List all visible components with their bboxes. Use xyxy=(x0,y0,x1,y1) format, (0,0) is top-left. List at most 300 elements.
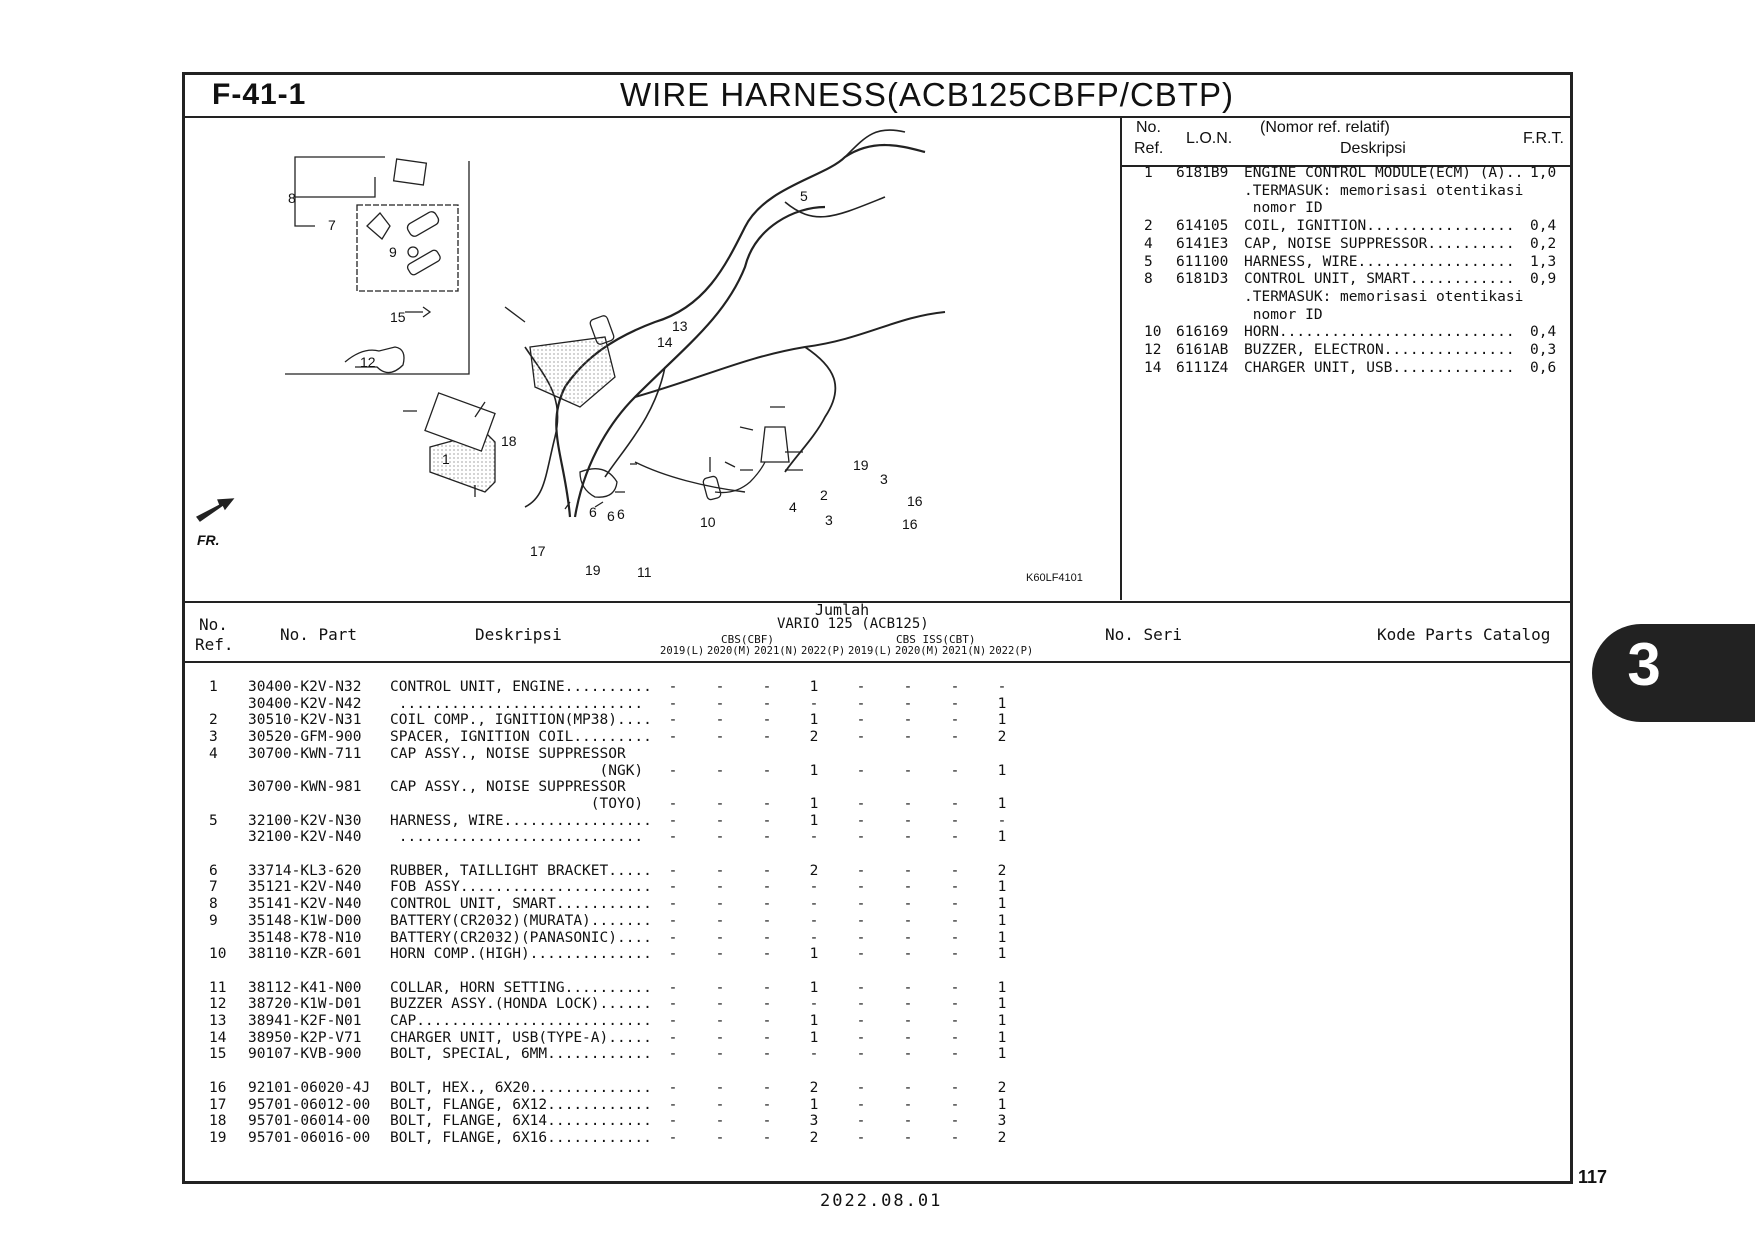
part-quantity: - xyxy=(668,1113,678,1130)
table-row xyxy=(185,779,1085,796)
part-quantity: 1 xyxy=(997,1046,1007,1063)
part-number: 32100-K2V-N30 xyxy=(248,812,362,829)
part-description: CONTROL UNIT, SMART........... xyxy=(390,896,652,913)
frt-lon: 614105 xyxy=(1176,218,1229,235)
part-quantity: - xyxy=(856,695,866,712)
table-row xyxy=(185,696,1085,713)
part-quantity: - xyxy=(715,1029,725,1046)
part-number: 38941-K2F-N01 xyxy=(248,1013,362,1029)
part-number: 30520-GFM-900 xyxy=(248,729,362,746)
frt-ref: 14 xyxy=(1144,359,1162,376)
part-ref: 11 xyxy=(209,979,227,996)
part-quantity: 1 xyxy=(997,929,1007,946)
part-quantity: 1 xyxy=(997,829,1007,846)
part-quantity: - xyxy=(762,979,772,996)
part-quantity: - xyxy=(715,762,725,779)
ignition-coil xyxy=(761,427,789,462)
part-quantity: - xyxy=(856,1113,866,1130)
part-description: RUBBER, TAILLIGHT BRACKET..... xyxy=(390,862,652,879)
part-number: 92101-06020-4J xyxy=(248,1079,371,1096)
part-quantity: 1 xyxy=(809,1096,819,1113)
part-description: FOB ASSY...................... xyxy=(390,879,652,896)
part-description: (NGK) xyxy=(390,762,644,779)
part-ref: 10 xyxy=(209,946,227,963)
part-quantity: - xyxy=(903,1113,913,1130)
part-quantity: - xyxy=(903,862,913,879)
frt-head-no: No. xyxy=(1136,119,1161,136)
svg-text:5: 5 xyxy=(800,188,808,204)
part-number: 38112-K41-N00 xyxy=(248,979,362,996)
part-quantity: - xyxy=(762,896,772,913)
frt-desc: HORN........................... xyxy=(1244,324,1515,341)
frt-desc: BUZZER, ELECTRON............... xyxy=(1244,342,1515,358)
part-quantity: - xyxy=(668,996,678,1013)
part-quantity: - xyxy=(856,762,866,779)
list-head-year: 2022(P) xyxy=(801,645,846,657)
part-quantity: - xyxy=(856,896,866,913)
part-quantity: - xyxy=(809,912,819,929)
part-quantity: - xyxy=(762,1096,772,1113)
frt-value: 0,9 xyxy=(1530,271,1557,288)
part-quantity: 1 xyxy=(997,879,1007,896)
horn xyxy=(580,469,617,498)
part-description: ............................ xyxy=(390,695,644,712)
frt-lon: 6181B9 xyxy=(1176,165,1229,181)
table-row xyxy=(185,813,1085,830)
part-quantity: - xyxy=(762,712,772,729)
frt-desc: COIL, IGNITION................. xyxy=(1244,218,1515,235)
part-ref: 2 xyxy=(209,712,218,729)
part-quantity: - xyxy=(715,679,725,695)
part-description: BUZZER ASSY.(HONDA LOCK)...... xyxy=(390,996,652,1013)
part-description: HORN COMP.(HIGH).............. xyxy=(390,946,652,963)
frt-lon: 6141E3 xyxy=(1176,235,1229,252)
part-number: 30700-KWN-981 xyxy=(248,779,362,796)
frt-value: 1,0 xyxy=(1530,165,1557,181)
svg-text:2: 2 xyxy=(820,487,828,503)
svg-text:16: 16 xyxy=(902,516,918,532)
part-quantity: - xyxy=(950,729,960,746)
part-quantity: - xyxy=(762,812,772,829)
svg-text:14: 14 xyxy=(657,334,673,350)
list-head-year: 2021(N) xyxy=(942,645,987,657)
table-row xyxy=(185,996,1085,1013)
part-quantity: 3 xyxy=(997,1113,1007,1130)
part-quantity: - xyxy=(903,1079,913,1096)
part-quantity: - xyxy=(668,1096,678,1113)
svg-text:3: 3 xyxy=(880,471,888,487)
frt-lon: 611100 xyxy=(1176,253,1229,270)
part-quantity: - xyxy=(950,996,960,1013)
part-quantity: - xyxy=(903,1129,913,1146)
part-quantity: - xyxy=(903,712,913,729)
frt-head-lon: L.O.N. xyxy=(1186,130,1233,147)
part-quantity: - xyxy=(950,1013,960,1029)
svg-text:1: 1 xyxy=(442,451,450,467)
section-tab-label: 3 xyxy=(1627,631,1661,698)
part-quantity: - xyxy=(997,812,1007,829)
table-row xyxy=(185,829,1085,846)
part-quantity: - xyxy=(856,879,866,896)
part-description: BOLT, HEX., 6X20.............. xyxy=(390,1079,652,1096)
frt-lon: 6161AB xyxy=(1176,342,1229,358)
part-description: COIL COMP., IGNITION(MP38).... xyxy=(390,712,652,729)
part-quantity: 2 xyxy=(809,1079,819,1096)
part-quantity: - xyxy=(903,879,913,896)
part-quantity: 1 xyxy=(809,712,819,729)
part-quantity: - xyxy=(856,946,866,963)
part-quantity: - xyxy=(715,1096,725,1113)
table-row xyxy=(185,913,1085,930)
part-quantity: 1 xyxy=(997,979,1007,996)
frt-desc: .TERMASUK: memorisasi otentikasi xyxy=(1244,182,1524,199)
part-quantity: - xyxy=(715,996,725,1013)
list-head-group-cbs-iss: CBS ISS(CBT) xyxy=(896,633,976,646)
fob-holder xyxy=(367,213,390,239)
part-quantity: - xyxy=(715,795,725,812)
frt-desc: nomor ID xyxy=(1244,306,1323,323)
part-quantity: - xyxy=(762,729,772,746)
part-quantity: - xyxy=(715,812,725,829)
part-quantity: - xyxy=(715,1046,725,1063)
frt-ref: 10 xyxy=(1144,324,1162,341)
part-ref: 6 xyxy=(209,862,218,879)
table-row xyxy=(185,1080,1085,1097)
part-quantity: - xyxy=(856,862,866,879)
svg-text:FR.: FR. xyxy=(197,532,220,548)
diagram-code: K60LF4101 xyxy=(1026,572,1083,584)
table-row xyxy=(185,980,1085,997)
part-description: BOLT, FLANGE, 6X16............ xyxy=(390,1129,652,1146)
list-head-ref: Ref. xyxy=(195,635,234,654)
part-quantity: - xyxy=(903,996,913,1013)
page-number: 117 xyxy=(1578,1167,1608,1187)
part-description: BATTERY(CR2032)(PANASONIC).... xyxy=(390,929,652,946)
part-quantity: 1 xyxy=(997,946,1007,963)
part-quantity: - xyxy=(668,679,678,695)
part-quantity: - xyxy=(715,1129,725,1146)
table-row xyxy=(185,1113,1085,1130)
part-quantity: - xyxy=(903,1029,913,1046)
part-quantity: 2 xyxy=(809,1129,819,1146)
part-description: BOLT, FLANGE, 6X12............ xyxy=(390,1096,652,1113)
table-row xyxy=(185,763,1085,780)
part-quantity: 1 xyxy=(997,712,1007,729)
list-head-no-seri: No. Seri xyxy=(1105,625,1183,644)
part-quantity: - xyxy=(762,862,772,879)
part-quantity: - xyxy=(903,1013,913,1029)
part-quantity: - xyxy=(856,1029,866,1046)
part-number: 95701-06012-00 xyxy=(248,1096,371,1113)
part-quantity: - xyxy=(903,812,913,829)
part-quantity: - xyxy=(950,829,960,846)
part-description: CAP........................... xyxy=(390,1013,652,1029)
part-quantity: - xyxy=(809,896,819,913)
part-quantity: - xyxy=(668,1046,678,1063)
svg-text:19: 19 xyxy=(853,457,869,473)
table-row xyxy=(185,963,1085,980)
part-quantity: - xyxy=(856,1046,866,1063)
part-quantity: - xyxy=(903,795,913,812)
part-quantity: 1 xyxy=(809,795,819,812)
part-number: 30700-KWN-711 xyxy=(248,745,362,762)
part-description: CAP ASSY., NOISE SUPPRESSOR xyxy=(390,745,626,762)
table-row xyxy=(185,712,1085,729)
svg-text:17: 17 xyxy=(530,543,546,559)
part-quantity: - xyxy=(950,1096,960,1113)
part-quantity: 1 xyxy=(997,1096,1007,1113)
part-quantity: - xyxy=(668,729,678,746)
frt-head-nomor: (Nomor ref. relatif) xyxy=(1260,119,1390,136)
table-row xyxy=(185,679,1085,696)
table-row xyxy=(185,1063,1085,1080)
part-quantity: 1 xyxy=(809,946,819,963)
frt-value: 0,6 xyxy=(1530,359,1557,376)
table-row xyxy=(185,946,1085,963)
part-quantity: - xyxy=(903,679,913,695)
part-quantity: 2 xyxy=(997,1129,1007,1146)
part-ref: 19 xyxy=(209,1129,227,1146)
part-quantity: - xyxy=(668,946,678,963)
part-quantity: - xyxy=(903,896,913,913)
part-quantity: - xyxy=(856,795,866,812)
part-quantity: - xyxy=(715,979,725,996)
part-quantity: 2 xyxy=(997,729,1007,746)
part-quantity: 1 xyxy=(809,1013,819,1029)
part-quantity: - xyxy=(762,829,772,846)
frt-desc: .TERMASUK: memorisasi otentikasi xyxy=(1244,288,1524,305)
frt-ref: 2 xyxy=(1144,218,1153,235)
list-head-year: 2022(P) xyxy=(989,645,1034,657)
part-quantity: 1 xyxy=(997,795,1007,812)
part-number: 32100-K2V-N40 xyxy=(248,829,362,846)
part-ref: 3 xyxy=(209,729,218,746)
part-quantity: - xyxy=(950,1029,960,1046)
part-quantity: 1 xyxy=(809,1029,819,1046)
part-quantity: - xyxy=(809,829,819,846)
list-head-year: 2019(L) xyxy=(660,645,705,657)
part-quantity: - xyxy=(762,679,772,695)
page-title: WIRE HARNESS(ACB125CBFP/CBTP) xyxy=(620,76,1234,113)
frt-desc: CHARGER UNIT, USB.............. xyxy=(1244,359,1515,376)
ecm xyxy=(425,393,495,451)
part-quantity: - xyxy=(950,812,960,829)
part-quantity: 1 xyxy=(997,1013,1007,1029)
list-head-group-cbs: CBS(CBF) xyxy=(721,633,774,646)
frt-ref: 1 xyxy=(1144,165,1153,181)
part-number: 35148-K1W-D00 xyxy=(248,912,362,929)
part-quantity: - xyxy=(715,1079,725,1096)
part-quantity: - xyxy=(856,729,866,746)
frt-value: 0,2 xyxy=(1530,235,1557,252)
part-quantity: - xyxy=(668,812,678,829)
part-quantity: - xyxy=(762,946,772,963)
svg-text:3: 3 xyxy=(825,512,833,528)
frt-ref: 8 xyxy=(1144,271,1153,288)
footer-date: 2022.08.01 xyxy=(820,1191,943,1211)
part-quantity: - xyxy=(715,862,725,879)
frt-desc: CAP, NOISE SUPPRESSOR.......... xyxy=(1244,235,1515,252)
part-quantity: - xyxy=(903,729,913,746)
part-description: SPACER, IGNITION COIL......... xyxy=(390,729,652,746)
part-number: 95701-06014-00 xyxy=(248,1113,371,1130)
part-quantity: - xyxy=(950,679,960,695)
part-quantity: - xyxy=(950,695,960,712)
part-quantity: - xyxy=(903,946,913,963)
part-description: CAP ASSY., NOISE SUPPRESSOR xyxy=(390,779,626,796)
svg-text:6: 6 xyxy=(589,504,597,520)
part-description: (TOYO) xyxy=(390,795,644,812)
list-head-jumlah: Jumlah xyxy=(815,601,870,619)
part-quantity: - xyxy=(903,695,913,712)
frt-ref: 5 xyxy=(1144,253,1153,270)
part-number: 35121-K2V-N40 xyxy=(248,879,362,896)
part-number: 35141-K2V-N40 xyxy=(248,896,362,913)
part-quantity: - xyxy=(668,1013,678,1029)
part-quantity: - xyxy=(668,979,678,996)
part-ref: 8 xyxy=(209,896,218,913)
part-number: 38950-K2P-V71 xyxy=(248,1029,362,1046)
part-quantity: - xyxy=(903,829,913,846)
part-quantity: - xyxy=(809,695,819,712)
part-quantity: - xyxy=(715,1013,725,1029)
part-quantity: - xyxy=(668,1029,678,1046)
part-quantity: - xyxy=(950,929,960,946)
part-quantity: - xyxy=(668,896,678,913)
part-description: BATTERY(CR2032)(MURATA)....... xyxy=(390,912,652,929)
part-quantity: - xyxy=(715,712,725,729)
part-quantity: - xyxy=(715,912,725,929)
part-ref: 13 xyxy=(209,1013,227,1029)
part-quantity: - xyxy=(668,762,678,779)
part-quantity: - xyxy=(950,979,960,996)
part-quantity: - xyxy=(762,1013,772,1029)
part-quantity: - xyxy=(950,946,960,963)
part-quantity: 1 xyxy=(809,812,819,829)
part-quantity: - xyxy=(762,795,772,812)
part-quantity: - xyxy=(762,1129,772,1146)
frt-value: 1,3 xyxy=(1530,253,1557,270)
part-description: ............................ xyxy=(390,829,644,846)
list-head-year: 2019(L) xyxy=(848,645,893,657)
fr-arrow xyxy=(197,499,233,521)
table-row xyxy=(185,863,1085,880)
table-row xyxy=(185,1030,1085,1047)
part-quantity: - xyxy=(715,896,725,913)
part-quantity: 2 xyxy=(809,729,819,746)
part-quantity: - xyxy=(762,1113,772,1130)
part-quantity: - xyxy=(762,879,772,896)
part-number: 30510-K2V-N31 xyxy=(248,712,362,729)
svg-text:6: 6 xyxy=(607,508,615,524)
table-row xyxy=(185,1013,1085,1030)
svg-text:9: 9 xyxy=(389,244,397,260)
part-quantity: - xyxy=(809,1046,819,1063)
part-ref: 15 xyxy=(209,1046,227,1063)
table-row xyxy=(185,746,1085,763)
part-quantity: - xyxy=(762,695,772,712)
part-quantity: 1 xyxy=(997,762,1007,779)
svg-text:8: 8 xyxy=(288,190,296,206)
part-quantity: 1 xyxy=(997,1029,1007,1046)
part-description: CONTROL UNIT, ENGINE.......... xyxy=(390,679,652,695)
part-quantity: - xyxy=(762,762,772,779)
svg-text:19: 19 xyxy=(585,562,601,578)
part-quantity: - xyxy=(856,1129,866,1146)
table-row xyxy=(185,729,1085,746)
part-ref: 7 xyxy=(209,879,218,896)
part-quantity: - xyxy=(903,1096,913,1113)
part-ref: 9 xyxy=(209,912,218,929)
svg-text:7: 7 xyxy=(328,217,336,233)
frt-ref: 4 xyxy=(1144,235,1153,252)
parts-list-header xyxy=(185,601,1570,663)
table-row xyxy=(185,879,1085,896)
list-head-year: 2021(N) xyxy=(754,645,799,657)
part-quantity: - xyxy=(715,695,725,712)
part-ref: 18 xyxy=(209,1113,227,1130)
part-quantity: - xyxy=(950,912,960,929)
part-number: 33714-KL3-620 xyxy=(248,862,362,879)
part-quantity: - xyxy=(715,929,725,946)
part-quantity: - xyxy=(856,996,866,1013)
part-quantity: - xyxy=(715,879,725,896)
part-quantity: - xyxy=(668,879,678,896)
part-number: 90107-KVB-900 xyxy=(248,1046,362,1063)
part-quantity: - xyxy=(856,712,866,729)
part-quantity: - xyxy=(950,1129,960,1146)
table-row xyxy=(185,846,1085,863)
part-quantity: - xyxy=(856,1013,866,1029)
wire-harness-diagram xyxy=(185,117,1120,600)
part-number: 38110-KZR-601 xyxy=(248,946,362,963)
part-ref: 16 xyxy=(209,1079,227,1096)
part-quantity: - xyxy=(809,879,819,896)
frt-value: 0,4 xyxy=(1530,218,1557,235)
part-number: 38720-K1W-D01 xyxy=(248,996,362,1013)
frt-value: 0,3 xyxy=(1530,342,1557,358)
part-number: 30400-K2V-N42 xyxy=(248,695,362,712)
svg-text:13: 13 xyxy=(672,318,688,334)
inset-border xyxy=(285,161,469,374)
part-ref: 17 xyxy=(209,1096,227,1113)
part-ref: 4 xyxy=(209,745,218,762)
part-ref: 14 xyxy=(209,1029,227,1046)
svg-text:4: 4 xyxy=(789,499,797,515)
part-quantity: - xyxy=(762,1079,772,1096)
part-quantity: - xyxy=(950,896,960,913)
part-quantity: - xyxy=(668,1129,678,1146)
part-quantity: 1 xyxy=(809,762,819,779)
part-description: BOLT, SPECIAL, 6MM............ xyxy=(390,1046,652,1063)
part-quantity: - xyxy=(903,1046,913,1063)
svg-text:10: 10 xyxy=(700,514,716,530)
frt-value: 0,4 xyxy=(1530,324,1557,341)
frt-head-ref: Ref. xyxy=(1134,140,1164,157)
fob xyxy=(406,210,441,238)
table-row xyxy=(185,796,1085,813)
part-quantity: 2 xyxy=(997,1079,1007,1096)
list-head-model: VARIO 125 (ACB125) xyxy=(777,616,929,632)
part-description: CHARGER UNIT, USB(TYPE-A)..... xyxy=(390,1029,652,1046)
part-quantity: 2 xyxy=(809,862,819,879)
part-quantity: - xyxy=(668,912,678,929)
table-row xyxy=(185,1046,1085,1063)
part-quantity: - xyxy=(668,829,678,846)
part-number: 35148-K78-N10 xyxy=(248,929,362,946)
part-quantity: - xyxy=(762,912,772,929)
list-head-kode: Kode Parts Catalog xyxy=(1377,625,1551,644)
